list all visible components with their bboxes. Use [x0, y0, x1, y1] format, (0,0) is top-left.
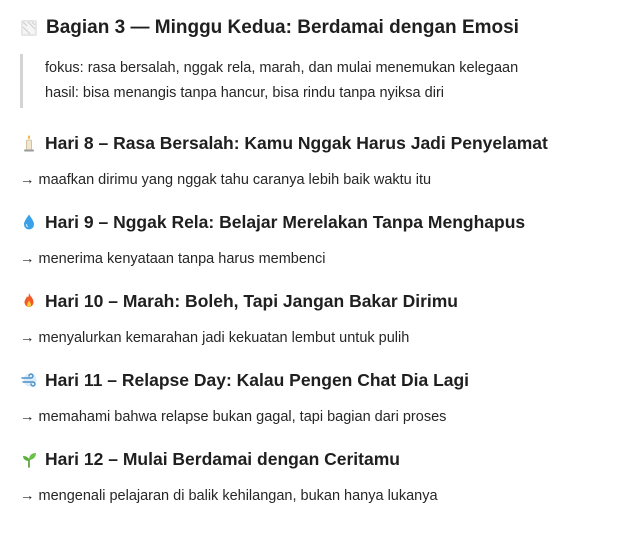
day-item — [20, 130, 620, 191]
day-title-text: Hari 11 – Relapse Day: Kalau Pengen Chat Dia Lagi — [45, 369, 470, 390]
day-title — [20, 209, 620, 235]
focus-text: fokus: rasa bersalah, nggak rela, marah, dan mulai menemukan kelegaan — [45, 60, 519, 76]
day-title — [20, 367, 620, 393]
section-heading — [20, 14, 620, 42]
day-item — [20, 446, 620, 507]
day-note: → maafkan dirimu yang nggak tahu caranya lebih baik waktu itu — [20, 172, 432, 188]
wind-icon — [20, 371, 38, 389]
seedling-icon — [20, 450, 38, 468]
droplet-icon — [20, 213, 38, 231]
day-title-text: Hari 10 – Marah: Boleh, Tapi Jangan Bakar Dirimu — [45, 290, 458, 311]
day-title-text: Hari 8 – Rasa Bersalah: Kamu Nggak Harus Jadi Penyelamat — [45, 132, 548, 153]
day-item — [20, 288, 620, 349]
focus-quote — [20, 54, 620, 108]
candle-icon — [20, 134, 38, 152]
result-text: hasil: bisa menangis tanpa hancur, bisa rindu tanpa nyiksa diri — [45, 85, 444, 101]
fire-icon — [20, 292, 38, 310]
days-list — [20, 130, 620, 507]
day-note: → menerima kenyataan tanpa harus membenci — [20, 251, 326, 267]
frame-icon — [20, 19, 38, 37]
day-title-text: Hari 9 – Nggak Rela: Belajar Merelakan Tanpa Menghapus — [45, 211, 526, 232]
day-title — [20, 446, 620, 472]
day-note: → memahami bahwa relapse bukan gagal, tapi bagian dari proses — [20, 409, 447, 425]
section-title: Bagian 3 — Minggu Kedua: Berdamai dengan Emosi — [46, 17, 519, 38]
day-title — [20, 288, 620, 314]
day-item — [20, 367, 620, 428]
day-title — [20, 130, 620, 156]
day-title-text: Hari 12 – Mulai Berdamai dengan Ceritamu — [45, 448, 400, 469]
day-item — [20, 209, 620, 270]
day-note: → menyalurkan kemarahan jadi kekuatan lembut untuk pulih — [20, 330, 410, 346]
day-note: → mengenali pelajaran di balik kehilangan, bukan hanya lukanya — [20, 488, 438, 504]
